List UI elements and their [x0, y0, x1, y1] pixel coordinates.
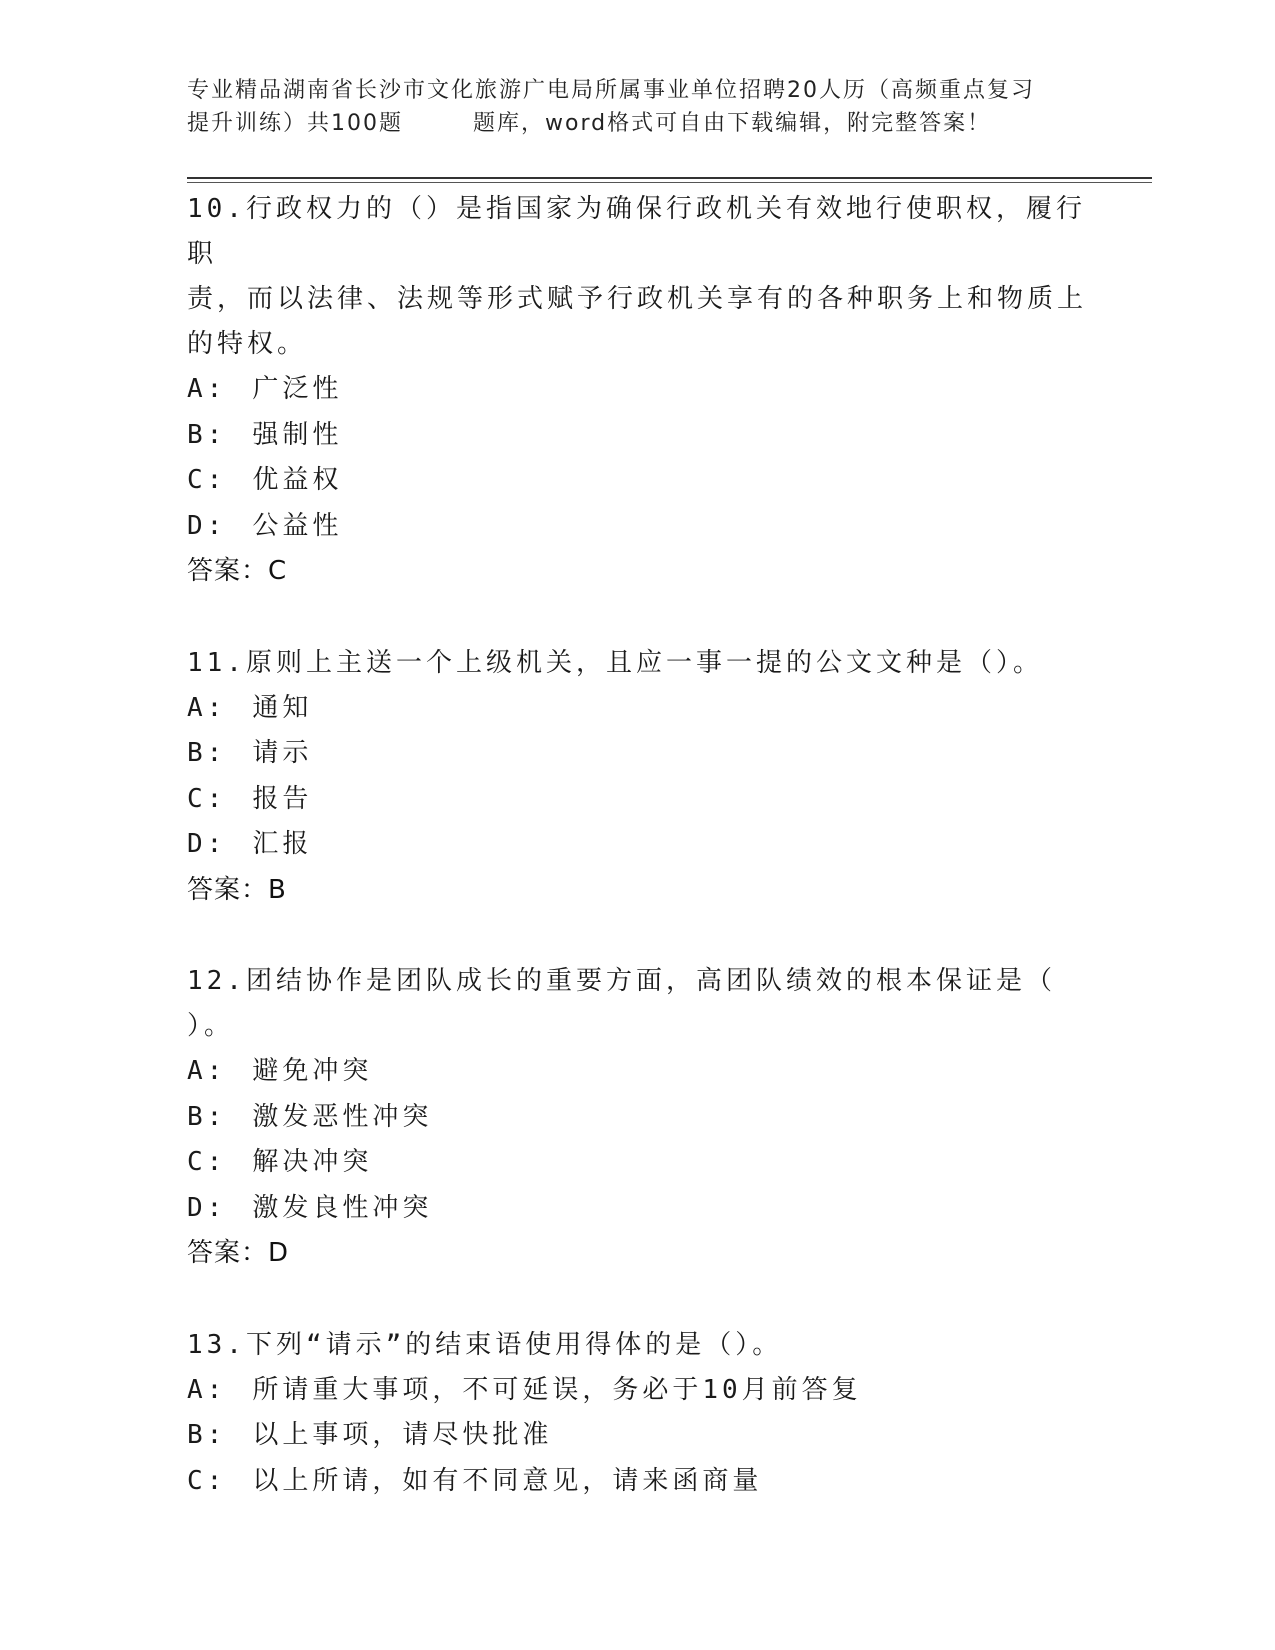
- question-13-option-b: [187, 1413, 1087, 1459]
- option-key: A:: [187, 692, 227, 723]
- option-text: 报告: [252, 783, 313, 814]
- question-11-answer: 答案：B: [187, 874, 287, 905]
- option-key: B:: [187, 1420, 227, 1450]
- question-10-option-b: [187, 413, 1087, 459]
- option-key: D:: [187, 510, 227, 541]
- option-key: B:: [187, 419, 227, 450]
- question-11-option-d: [187, 822, 1087, 868]
- option-text: 激发恶性冲突: [252, 1101, 433, 1132]
- option-key: B:: [187, 738, 227, 768]
- option-text: 激发良性冲突: [252, 1192, 433, 1223]
- option-key: C:: [187, 783, 227, 814]
- option-text: 以上所请，如有不同意见，请来函商量: [252, 1465, 763, 1496]
- document-header: [187, 74, 1067, 140]
- option-text: 解决冲突: [252, 1147, 373, 1177]
- option-text: 请示: [252, 738, 313, 768]
- header-line-2: [187, 107, 1067, 140]
- option-key: D:: [187, 1192, 227, 1223]
- question-10-option-d: [187, 504, 1087, 550]
- option-key: C:: [187, 1465, 227, 1496]
- option-text: 以上事项，请尽快批准: [252, 1420, 553, 1450]
- question-13: [187, 1323, 1087, 1505]
- option-text: 公益性: [252, 510, 343, 541]
- option-key: A:: [187, 1374, 227, 1405]
- question-list: [187, 187, 1087, 1550]
- header-divider-thin: [187, 182, 1152, 183]
- option-key: B:: [187, 1101, 227, 1132]
- question-12: [187, 959, 1087, 1277]
- question-10-line-1: 10.行政权力的（）是指国家为确保行政机关有效地行使职权，履行职: [187, 194, 1086, 269]
- question-12-line-1: 12.团结协作是团队成长的重要方面，高团队绩效的根本保证是（: [187, 966, 1056, 996]
- option-text: 通知: [252, 692, 313, 723]
- option-text: 广泛性: [252, 374, 343, 404]
- question-10-line-3: 的特权。: [187, 329, 308, 359]
- option-text: 强制性: [252, 419, 343, 450]
- question-13-line-1: 13.下列“请示”的结束语使用得体的是（）。: [187, 1329, 783, 1360]
- question-12-option-d: [187, 1186, 1087, 1232]
- question-11: [187, 641, 1087, 914]
- question-11-line-1: 11.原则上主送一个上级机关，且应一事一提的公文文种是（）。: [187, 647, 1043, 678]
- question-10: [187, 187, 1087, 595]
- question-10-option-a: [187, 367, 1087, 413]
- question-13-option-a: [187, 1368, 1087, 1414]
- header-line-1: 专业精品湖南省长沙市文化旅游广电局所属事业单位招聘20人历（高频重点复习: [187, 78, 1035, 103]
- question-13-option-c: [187, 1459, 1087, 1505]
- question-10-answer: 答案：C: [187, 556, 288, 586]
- option-text: 汇报: [252, 829, 313, 859]
- question-12-option-b: [187, 1095, 1087, 1141]
- question-12-option-c: [187, 1140, 1087, 1186]
- question-11-option-b: [187, 731, 1087, 777]
- option-key: A:: [187, 374, 227, 404]
- option-text: 避免冲突: [252, 1056, 373, 1086]
- question-11-option-a: [187, 686, 1087, 732]
- option-key: A:: [187, 1056, 227, 1086]
- header-line-2-left: 提升训练）共100题: [187, 111, 403, 136]
- header-divider-thick: [187, 177, 1152, 179]
- option-text: 所请重大事项，不可延误，务必于10月前答复: [252, 1374, 862, 1405]
- option-key: D:: [187, 829, 227, 859]
- option-text: 优益权: [252, 465, 343, 495]
- option-key: C:: [187, 1147, 227, 1177]
- question-11-option-c: [187, 777, 1087, 823]
- question-12-line-2: ）。: [187, 1011, 235, 1041]
- question-12-option-a: [187, 1049, 1087, 1095]
- question-12-answer: 答案：D: [187, 1238, 290, 1268]
- header-line-2-right: 题库，word格式可自由下载编辑，附完整答案！: [473, 111, 992, 136]
- question-10-option-c: [187, 458, 1087, 504]
- question-10-line-2: 责，而以法律、法规等形式赋予行政机关享有的各种职务上和物质上: [187, 284, 1088, 314]
- option-key: C:: [187, 465, 227, 495]
